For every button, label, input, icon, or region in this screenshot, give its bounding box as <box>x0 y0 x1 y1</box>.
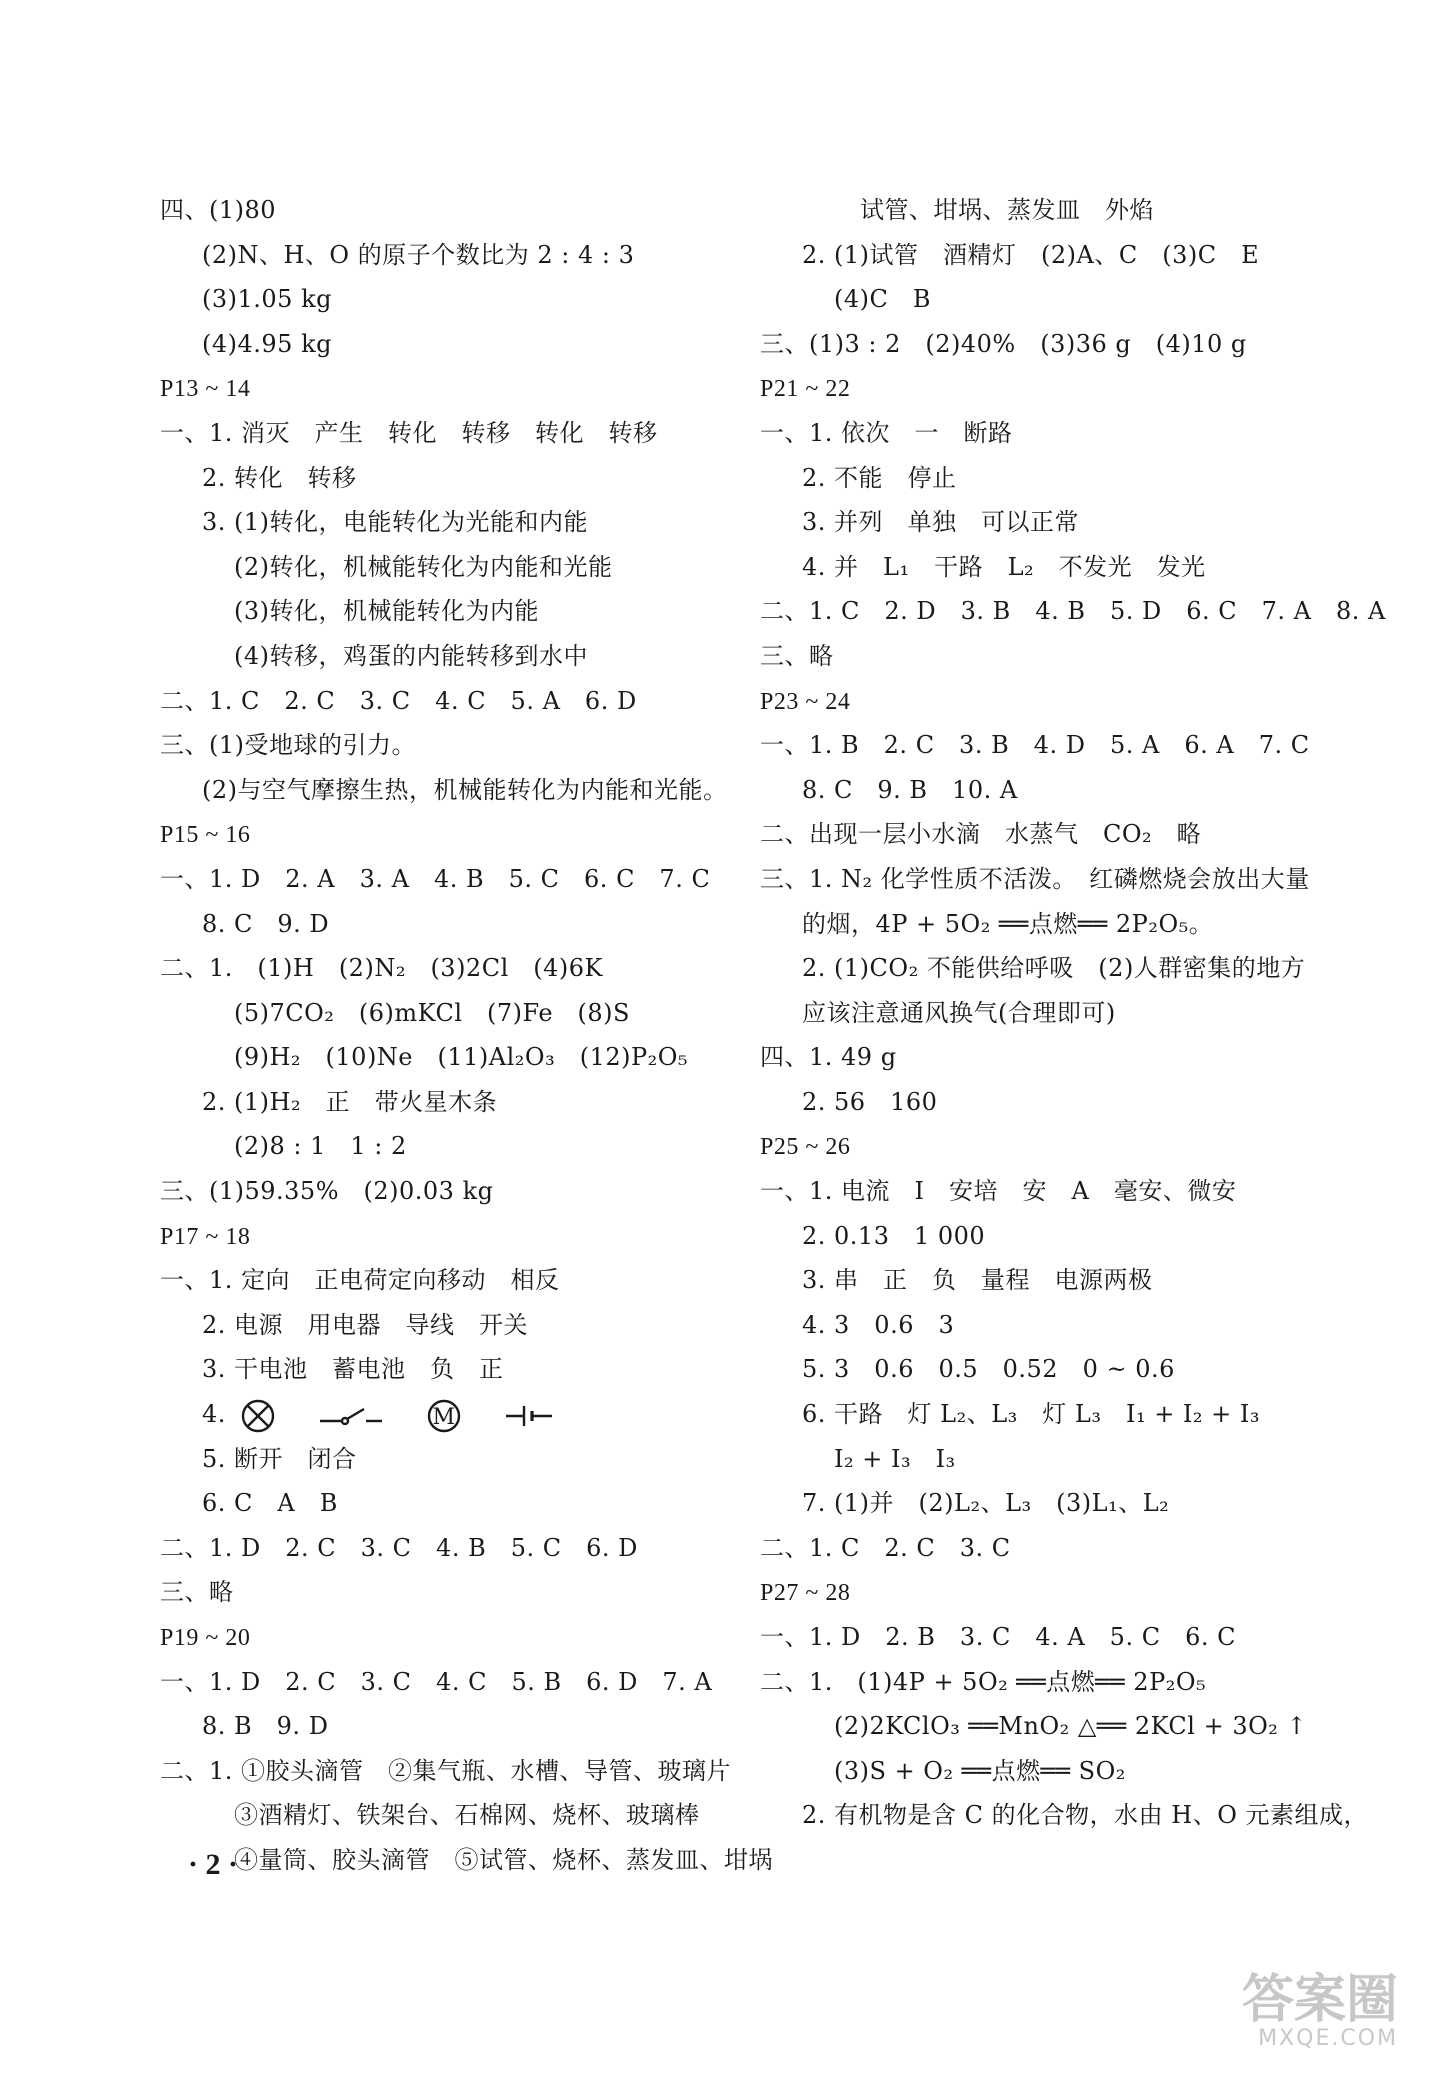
motor-letter: M <box>432 1404 456 1430</box>
right-column <box>760 188 1386 1838</box>
answer-line <box>760 366 1360 411</box>
answer-line <box>160 233 750 278</box>
answer-line <box>160 1793 750 1838</box>
answer-line <box>160 812 750 857</box>
answer-line <box>760 1169 1360 1214</box>
answer-line <box>760 1570 1360 1615</box>
answer-text: (2)N、H、O 的原子个数比为 2 : 4 : 3 <box>202 240 635 269</box>
answer-text: 一、1. 消灭 产生 转化 转移 转化 转移 <box>160 418 658 447</box>
answer-line <box>160 768 750 813</box>
answer-line <box>760 233 1360 278</box>
answer-line <box>160 366 750 411</box>
answer-text: 二、1. C 2. C 3. C <box>760 1533 1011 1562</box>
answer-line <box>160 456 750 501</box>
answer-text: (4)4.95 kg <box>202 329 332 358</box>
answer-text: 二、1. C 2. C 3. C 4. C 5. A 6. D <box>160 686 637 715</box>
answer-line <box>760 902 1360 947</box>
answer-line <box>160 589 750 634</box>
watermark-url: MXQE.COM <box>1258 2026 1398 2051</box>
answer-line <box>760 1124 1360 1169</box>
motor-symbol-icon <box>426 1398 462 1434</box>
answer-line <box>160 1214 750 1259</box>
answer-text: 一、1. 电流 I 安培 安 A 毫安、微安 <box>760 1177 1237 1206</box>
answer-text: 8. B 9. D <box>202 1712 329 1741</box>
answer-text: 2. 56 160 <box>802 1087 938 1116</box>
answer-line <box>160 1392 750 1437</box>
answer-line <box>160 1660 750 1705</box>
answer-line <box>160 857 750 902</box>
answer-line <box>160 1080 750 1125</box>
answer-text: 一、1. 依次 一 断路 <box>760 418 1013 447</box>
answer-text: 2. 转化 转移 <box>202 463 357 492</box>
answer-line <box>760 1704 1360 1749</box>
answer-line <box>160 1437 750 1482</box>
answer-line <box>160 1838 773 1883</box>
answer-line <box>760 1481 1360 1526</box>
answer-line <box>160 634 750 679</box>
answer-text: 二、1. D 2. C 3. C 4. B 5. C 6. D <box>160 1533 638 1562</box>
answer-line <box>760 768 1360 813</box>
answer-line <box>160 1169 750 1214</box>
watermark-logo-text: 答案圈 <box>1241 1970 1398 2030</box>
answer-text: (3)转化，机械能转化为内能 <box>234 597 539 626</box>
answer-line <box>760 1526 1360 1571</box>
answer-text: P15 ~ 16 <box>160 822 251 849</box>
answer-line <box>760 1793 1369 1838</box>
answer-line <box>760 1035 1360 1080</box>
answer-line <box>160 1303 750 1348</box>
answer-text: 3. 干电池 蓄电池 负 正 <box>202 1355 504 1384</box>
answer-line <box>160 1526 750 1571</box>
answer-text: 3. (1)转化，电能转化为光能和内能 <box>202 508 589 537</box>
answer-text: P21 ~ 22 <box>760 376 851 403</box>
answer-text: 2. 有机物是含 C 的化合物，水由 H、O 元素组成， <box>802 1801 1369 1830</box>
answer-line <box>760 723 1360 768</box>
switch-symbol-icon <box>318 1401 384 1431</box>
answer-line <box>160 1749 750 1794</box>
answer-text: 8. C 9. D <box>202 909 330 938</box>
answer-text: 2. 不能 停止 <box>802 463 957 492</box>
answer-text: 2. (1)H₂ 正 带火星木条 <box>202 1087 498 1116</box>
answer-line <box>760 1303 1360 1348</box>
answer-line <box>160 1124 750 1169</box>
answer-text: 二、1. (1)H (2)N₂ (3)2Cl (4)6K <box>160 954 603 983</box>
answer-text: 4. <box>202 1400 226 1429</box>
answer-line <box>160 1704 750 1749</box>
answer-text: P23 ~ 24 <box>760 688 851 715</box>
answer-line <box>760 188 1360 233</box>
answer-text: 3. 并列 单独 可以正常 <box>802 508 1080 537</box>
answer-text: 一、1. D 2. B 3. C 4. A 5. C 6. C <box>760 1623 1236 1651</box>
answer-text: P19 ~ 20 <box>160 1625 251 1651</box>
answer-line <box>760 1437 1360 1482</box>
answer-line <box>160 1035 750 1080</box>
answer-line <box>760 857 1360 902</box>
answer-text: 一、1. 定向 正电荷定向移动 相反 <box>160 1266 560 1295</box>
answer-line <box>160 679 750 724</box>
answer-text: 二、出现一层小水滴 水蒸气 CO₂ 略 <box>760 820 1202 849</box>
answer-text: 三、(1)59.35% (2)0.03 kg <box>160 1177 494 1206</box>
answer-line <box>760 634 1360 679</box>
answer-text: 的烟，4P + 5O₂ ══点燃══ 2P₂O₅。 <box>802 909 1214 938</box>
answer-text: 三、(1)3 : 2 (2)40% (3)36 g (4)10 g <box>760 329 1247 358</box>
answer-line <box>760 456 1360 501</box>
answer-line <box>160 411 750 456</box>
answer-text: 7. (1)并 (2)L₂、L₃ (3)L₁、L₂ <box>802 1489 1170 1518</box>
answer-line <box>760 1749 1360 1794</box>
answer-line <box>160 946 750 991</box>
answer-line <box>160 545 750 590</box>
answer-line <box>160 902 750 947</box>
answer-line <box>760 991 1360 1036</box>
answer-line <box>760 322 1360 367</box>
answer-text: P13 ~ 14 <box>160 376 251 403</box>
answer-text: 二、1. C 2. D 3. B 4. B 5. D 6. C 7. A 8. A <box>760 597 1386 626</box>
answer-text: 6. 干路 灯 L₂、L₃ 灯 L₃ I₁ + I₂ + I₃ <box>802 1400 1260 1429</box>
answer-text: 5. 断开 闭合 <box>202 1444 357 1473</box>
answer-text: P27 ~ 28 <box>760 1580 851 1607</box>
answer-text: (3)1.05 kg <box>202 285 332 314</box>
battery-symbol-icon <box>504 1401 554 1431</box>
answer-text: (4)C B <box>834 285 931 314</box>
answer-line <box>760 1214 1360 1259</box>
answer-text: 5. 3 0.6 0.5 0.52 0 ~ 0.6 <box>802 1355 1175 1384</box>
answer-text: 二、1. (1)4P + 5O₂ ══点燃══ 2P₂O₅ <box>760 1667 1207 1696</box>
answer-text: (5)7CO₂ (6)mKCl (7)Fe (8)S <box>234 998 630 1027</box>
answer-line <box>760 812 1360 857</box>
answer-text: (2)8 : 1 1 : 2 <box>234 1132 407 1161</box>
answer-line <box>760 589 1386 634</box>
answer-line <box>160 1570 750 1615</box>
answer-text: 三、1. N₂ 化学性质不活泼。 红磷燃烧会放出大量 <box>760 864 1310 893</box>
answer-text: 三、(1)受地球的引力。 <box>160 731 416 760</box>
answer-text: 2. 0.13 1 000 <box>802 1221 986 1250</box>
answer-line <box>160 1347 750 1392</box>
answer-text: 应该注意通风换气(合理即可) <box>802 998 1116 1027</box>
answer-text: (3)S + O₂ ══点燃══ SO₂ <box>834 1756 1126 1785</box>
answer-line <box>160 277 750 322</box>
answer-line <box>760 1347 1360 1392</box>
answer-text: 3. 串 正 负 量程 电源两极 <box>802 1266 1153 1295</box>
answer-line <box>160 500 750 545</box>
answer-line <box>760 1080 1360 1125</box>
answer-line <box>760 1392 1360 1437</box>
page-number: · 2 · <box>188 1848 239 1881</box>
answer-text: 三、略 <box>760 641 834 670</box>
answer-text: 4. 并 L₁ 干路 L₂ 不发光 发光 <box>802 552 1206 581</box>
answer-text: 四、(1)80 <box>160 196 277 224</box>
answer-text: (2)与空气摩擦生热，机械能转化为内能和光能。 <box>202 775 728 804</box>
answer-line <box>760 1615 1360 1660</box>
answer-text: I₂ + I₃ I₃ <box>834 1444 956 1473</box>
answer-text: 4. 3 0.6 3 <box>802 1310 955 1339</box>
answer-line <box>760 946 1360 991</box>
answer-line <box>760 500 1360 545</box>
answer-text: ③酒精灯、铁架台、石棉网、烧杯、玻璃棒 <box>234 1801 700 1830</box>
answer-line <box>760 411 1360 456</box>
answer-line <box>760 679 1360 724</box>
answer-line <box>160 1615 750 1660</box>
answer-text: P25 ~ 26 <box>760 1134 851 1161</box>
answer-text: (2)2KClO₃ ══MnO₂ △══ 2KCl + 3O₂ ↑ <box>834 1712 1308 1741</box>
watermark <box>1098 1970 1398 2053</box>
answer-text: 6. C A B <box>202 1489 338 1518</box>
answer-text: 一、1. B 2. C 3. B 4. D 5. A 6. A 7. C <box>760 731 1310 760</box>
lamp-symbol-icon <box>240 1398 276 1434</box>
answer-line <box>760 545 1360 590</box>
answer-text: 2. (1)CO₂ 不能供给呼吸 (2)人群密集的地方 <box>802 954 1306 983</box>
answer-text: 四、1. 49 g <box>760 1043 897 1072</box>
left-column <box>160 188 773 1883</box>
answer-text: (4)转移，鸡蛋的内能转移到水中 <box>234 641 588 670</box>
answer-text: 2. 电源 用电器 导线 开关 <box>202 1310 529 1339</box>
answer-line <box>160 322 750 367</box>
answer-line <box>160 1258 750 1303</box>
answer-text: (2)转化，机械能转化为内能和光能 <box>234 552 613 581</box>
answer-line <box>760 277 1360 322</box>
answer-line <box>160 723 750 768</box>
answer-text: 试管、坩埚、蒸发皿 外焰 <box>860 196 1154 224</box>
answer-line <box>760 1660 1360 1705</box>
answer-text: P17 ~ 18 <box>160 1223 251 1250</box>
answer-line <box>160 188 750 233</box>
answer-line <box>760 1258 1360 1303</box>
answer-text: 三、略 <box>160 1578 234 1607</box>
answer-text: 一、1. D 2. A 3. A 4. B 5. C 6. C 7. C <box>160 864 711 893</box>
answer-text: 一、1. D 2. C 3. C 4. C 5. B 6. D 7. A <box>160 1667 713 1696</box>
answer-text: ④量筒、胶头滴管 ⑤试管、烧杯、蒸发皿、坩埚 <box>234 1845 773 1874</box>
answer-text: 二、1. ①胶头滴管 ②集气瓶、水槽、导管、玻璃片 <box>160 1756 732 1785</box>
answer-text: (9)H₂ (10)Ne (11)Al₂O₃ (12)P₂O₅ <box>234 1043 689 1072</box>
answer-line <box>160 991 750 1036</box>
answer-text: 8. C 9. B 10. A <box>802 775 1018 804</box>
answer-line <box>160 1481 750 1526</box>
answer-text: 2. (1)试管 酒精灯 (2)A、C (3)C E <box>802 240 1260 269</box>
